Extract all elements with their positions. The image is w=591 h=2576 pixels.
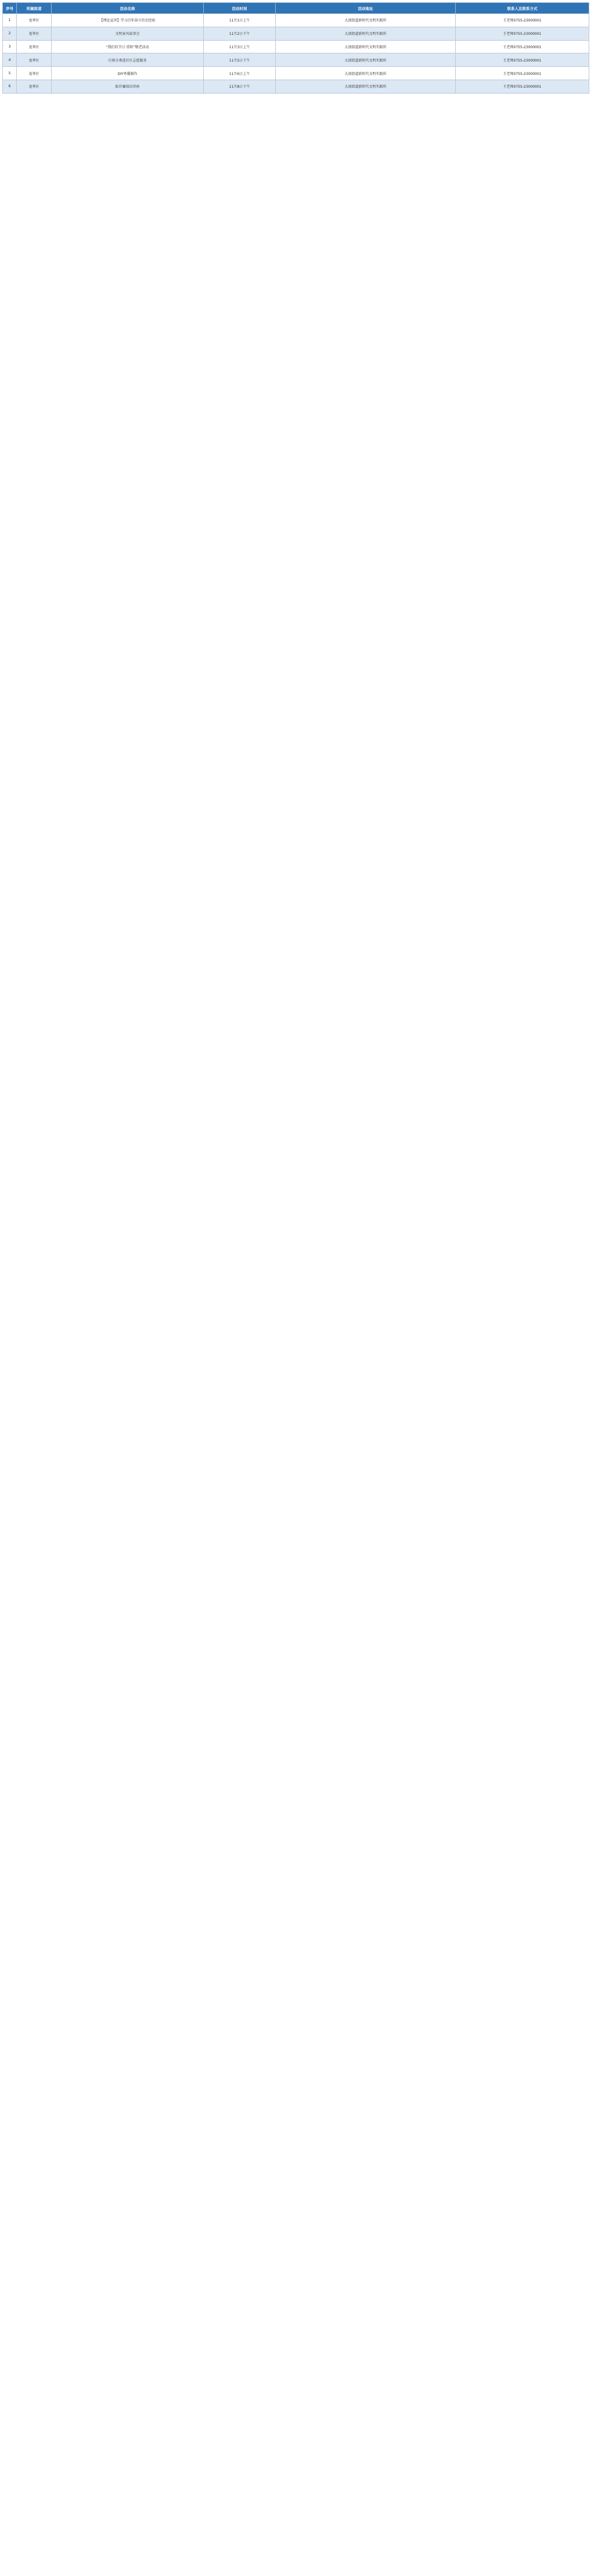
table-body (3, 14, 589, 94)
cell-no: 1 (3, 14, 17, 27)
cell-activity-time: 11月3日上午 (204, 40, 276, 53)
header-street: 所属街道 (17, 3, 52, 14)
cell-activity-address: 大浪街道新时代文明实践所 (276, 14, 456, 27)
table-row (3, 67, 589, 80)
cell-activity-name: 文明家风故事会 (52, 27, 204, 40)
cell-activity-address: 大浪街道新时代文明实践所 (276, 80, 456, 93)
cell-activity-time: 11月1日上午 (204, 14, 276, 27)
cell-street: 龙华区 (17, 40, 52, 53)
activity-table (2, 2, 589, 94)
table-row (3, 14, 589, 27)
cell-contact: 王老师0755-23000001 (456, 14, 589, 27)
cell-no: 3 (3, 40, 17, 53)
cell-contact: 王老师0755-23000001 (456, 40, 589, 53)
table-row (3, 80, 589, 93)
cell-activity-time: 11月2日下午 (204, 27, 276, 40)
cell-activity-name: DIY香囊制作 (52, 67, 204, 80)
cell-contact: 王老师0755-23000001 (456, 53, 589, 67)
cell-no: 5 (3, 67, 17, 80)
cell-street: 龙华区 (17, 53, 52, 67)
cell-activity-name: 防诈骗知识讲座 (52, 80, 204, 93)
header-no: 序号 (3, 3, 17, 14)
cell-activity-address: 大浪街道新时代文明实践所 (276, 40, 456, 53)
cell-activity-address: 大浪街道新时代文明实践所 (276, 67, 456, 80)
cell-no: 4 (3, 53, 17, 67)
cell-activity-address: 大浪街道新时代文明实践所 (276, 27, 456, 40)
cell-activity-name: “我们的节日·重阳”敬老活动 (52, 40, 204, 53)
table-row (3, 40, 589, 53)
cell-contact: 王老师0755-23000001 (456, 67, 589, 80)
header-activity-address: 活动地址 (276, 3, 456, 14)
cell-activity-name: 【理论宣讲】学习百年奋斗历史经验 (52, 14, 204, 27)
cell-activity-name: 垃圾分类进社区志愿服务 (52, 53, 204, 67)
cell-street: 龙华区 (17, 27, 52, 40)
cell-activity-time: 11月6日上午 (204, 67, 276, 80)
table-header-row (3, 3, 589, 14)
cell-activity-time: 11月5日下午 (204, 53, 276, 67)
cell-no: 2 (3, 27, 17, 40)
header-activity-name: 活动名称 (52, 3, 204, 14)
cell-activity-address: 大浪街道新时代文明实践所 (276, 53, 456, 67)
header-contact: 联系人及联系方式 (456, 3, 589, 14)
cell-street: 龙华区 (17, 80, 52, 93)
header-activity-time: 活动时间 (204, 3, 276, 14)
table-row (3, 27, 589, 40)
cell-activity-time: 11月8日下午 (204, 80, 276, 93)
cell-street: 龙华区 (17, 67, 52, 80)
table-row (3, 53, 589, 67)
cell-contact: 王老师0755-23000001 (456, 27, 589, 40)
cell-no: 6 (3, 80, 17, 93)
cell-contact: 王老师0755-23000001 (456, 80, 589, 93)
cell-street: 龙华区 (17, 14, 52, 27)
